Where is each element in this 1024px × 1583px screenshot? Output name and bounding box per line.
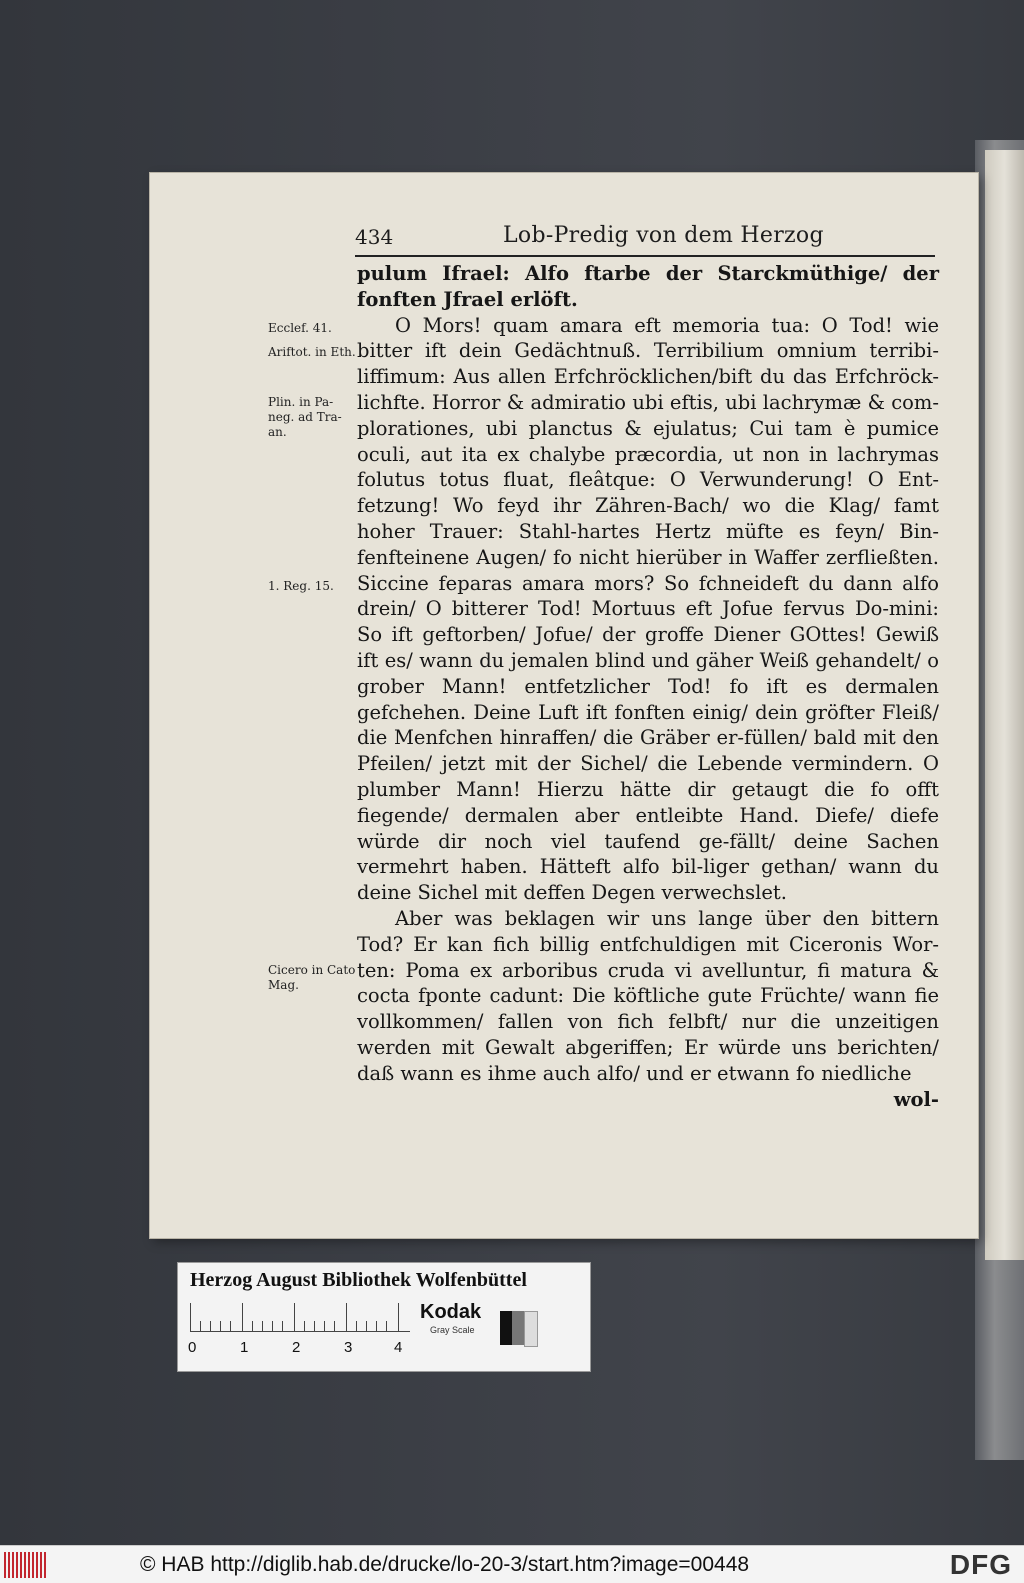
color-card	[177, 1262, 591, 1372]
scale-ruler	[190, 1303, 410, 1332]
marginal-note: 1. Reg. 15.	[268, 579, 334, 593]
hab-barcode-icon	[4, 1552, 48, 1578]
footer-bar	[0, 1545, 1024, 1583]
next-page-paper	[985, 150, 1024, 1260]
scale-number: 1	[240, 1339, 249, 1356]
page-number: 434	[355, 225, 394, 249]
book-page	[150, 173, 978, 1238]
marginal-note: Ecclef. 41.	[268, 321, 332, 335]
gray-swatch	[524, 1311, 538, 1347]
scale-number: 4	[394, 1339, 403, 1356]
paragraph: Aber was beklagen wir uns lange über den bittern Tod? Er kan fich billig entfchuldigen mit Ciceronis Wor-ten: Poma ex arboribus cruda vi avelluntur, fi matura & cocta fponte cadunt: Die köftliche gute Früchte/ wann fie vollkommen/ fallen von fich felbft/ nur die unzeitigen werden mit Gewalt abgeriffen; Er würde uns berichten/ daß wann es ihme auch alfo/ und er etwann fo niedliche	[357, 906, 939, 1085]
scale-number: 3	[344, 1339, 353, 1356]
kodak-logo: Kodak	[420, 1301, 482, 1323]
main-text	[357, 261, 939, 1112]
page-header	[355, 221, 935, 257]
gray-swatch	[512, 1311, 524, 1345]
marginal-note: Cicero in Cato Mag.	[268, 963, 356, 992]
marginal-note: Plin. in Pa-neg. ad Tra-an.	[268, 395, 342, 439]
paragraph: O Mors! quam amara eft memoria tua: O Tod! wie bitter ift dein Gedächtnuß. Terribilium omnium terribi-liffimum: Aus allen Erfchröcklichen/bift du das Erfchröck-lichfte. Horror & admiratio ubi eftis, ubi lachrymæ & com-plorationes, ubi planctus & ejulatus; Cui tam è pumice oculi, aut ita ex chalybe præcordia, ut non in lachrymas folutus totus fluat, fleâtque: O Verwunderung! O Ent-fetzung! Wo feyd ihr Zähren-Bach/ wo die Klag/ famt hoher Trauer: Stahl-hartes Hertz müfte es feyn/ Bin-fenfteinene Augen/ fo nicht hierüber in Waffer zerfließten. Siccine feparas amara mors? So fchneideft du dann alfo drein/ O bitterer Tod! Mortuus eft Jofue fervus Do-mini: So ift geftorben/ Jofue/ der groffe Diener GOttes! Gewiß ift es/ wann du jemalen blind und gäher Weiß gehandelt/ o grober Mann! entfetzlicher Tod! fo ift es dermalen gefchehen. Deine Luft ift fonften einig/ dein gröfter Fleiß/ die Menfchen hinraffen/ die Gräber er-füllen/ bald mit den Pfeilen/ jetzt mit der Sichel/ die Lebende vermindern. O plumber Mann! Hierzu hätte dir getaugt die fo offt fiegende/ dermalen aber entleibte Hand. Diefe/ diefe würde dir noch viel taufend ge-fällt/ deine Sachen vermehrt haben. Hätteft alfo bil-liger gethan/ wann du deine Sichel mit deffen Degen verwechslet.	[357, 313, 939, 905]
footer-link[interactable]: © HAB http://diglib.hab.de/drucke/lo-20-3/start.htm?image=00448	[140, 1553, 750, 1576]
dfg-logo: DFG	[949, 1549, 1012, 1580]
marginal-note: Ariftot. in Eth.	[268, 345, 356, 359]
scale-number: 0	[188, 1339, 197, 1356]
catchword: wol-	[893, 1087, 939, 1111]
library-title: Herzog August Bibliothek Wolfenbüttel	[190, 1269, 527, 1291]
gray-swatch	[500, 1311, 512, 1345]
scale-number: 2	[292, 1339, 301, 1356]
kodak-subtitle: Gray Scale	[430, 1325, 475, 1335]
running-head: Lob-Predig von dem Herzog	[503, 223, 824, 248]
paragraph: pulum Ifrael: Alfo ftarbe der Starckmüthige/ der fonften Jfrael erlöft.	[357, 262, 939, 311]
